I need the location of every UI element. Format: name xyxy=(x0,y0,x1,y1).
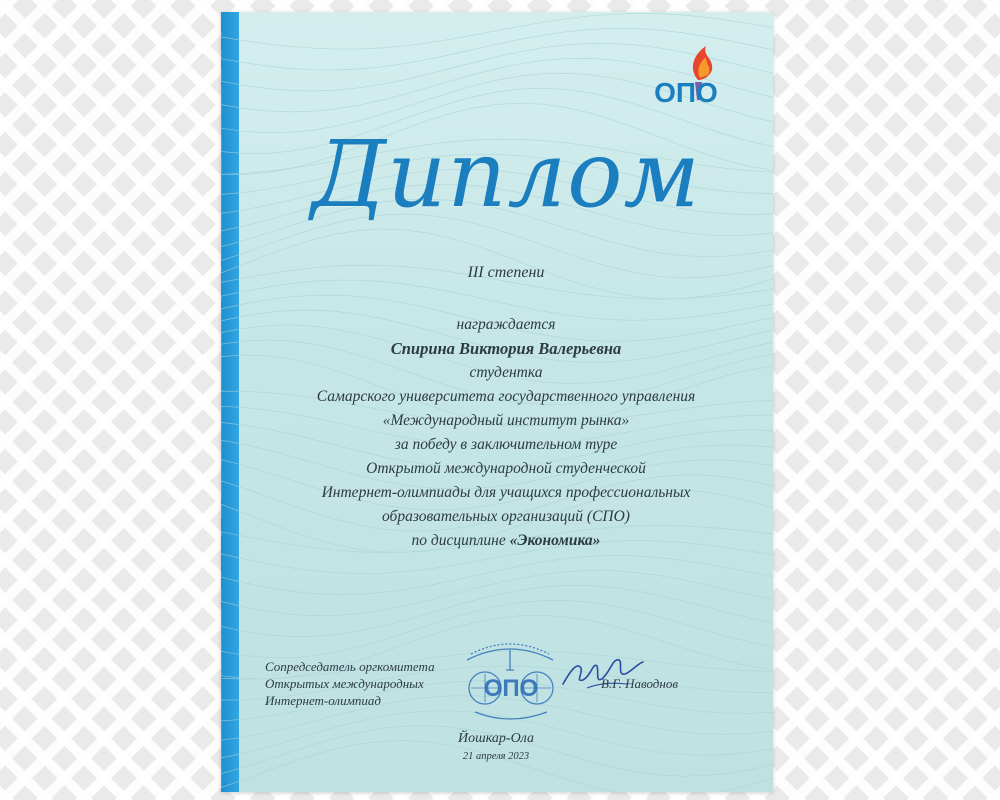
guilloche-line xyxy=(221,585,773,636)
guilloche-line xyxy=(221,555,773,594)
guilloche-line xyxy=(221,570,773,615)
diploma-sheet xyxy=(221,12,773,792)
diploma-degree: III степени xyxy=(467,264,545,281)
reason-line-1: за победу в заключительном туре xyxy=(394,436,618,453)
official-stamp xyxy=(455,630,565,730)
signer-line-1: Сопредседатель оргкомитета xyxy=(265,659,435,674)
stamp-text: ОПО xyxy=(483,675,539,702)
issue-date: 21 апреля 2023 xyxy=(462,751,530,762)
discipline-prefix: по дисциплине xyxy=(411,532,506,549)
organization-line-1: Самарского университета государственного управления xyxy=(316,388,696,405)
reason-line-4: образовательных организаций (СПО) xyxy=(382,508,630,525)
award-text xyxy=(261,313,751,553)
discipline-line xyxy=(261,529,751,553)
diploma-title: Диплом xyxy=(311,121,701,228)
reason-line-3: Интернет-олимпиады для учащихся профессиональных xyxy=(321,484,691,501)
awarded-line: награждается xyxy=(456,316,556,333)
recipient-name: Спирина Виктория Валерьевна xyxy=(390,339,622,358)
signer-line-3: Интернет-олимпиад xyxy=(265,693,381,708)
organization-line-2: «Международный институт рынка» xyxy=(382,412,630,429)
issue-city: Йошкар-Ола xyxy=(458,731,534,746)
signer-line-2: Открытых международных xyxy=(265,676,424,691)
signer-title xyxy=(265,658,465,709)
discipline-name: «Экономика» xyxy=(509,532,601,549)
reason-line-2: Открытой международной студенческой xyxy=(366,460,646,477)
recipient-role: студентка xyxy=(469,364,543,381)
olympiad-logo xyxy=(636,40,736,118)
signer-name: В.Г. Наводнов xyxy=(601,676,678,691)
guilloche-line xyxy=(221,741,773,793)
logo-text: ОПО xyxy=(654,77,718,108)
